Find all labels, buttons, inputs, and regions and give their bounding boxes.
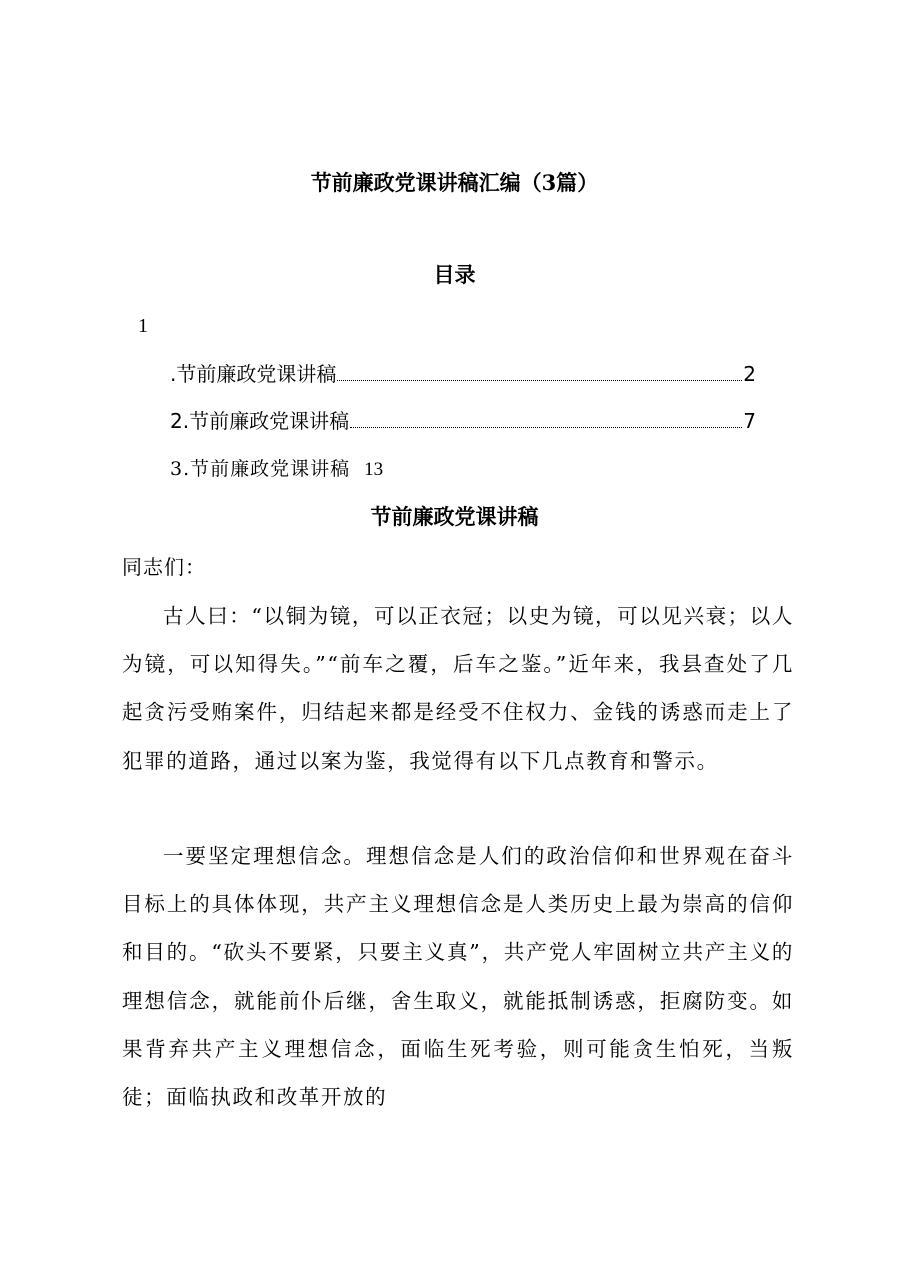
section-title: 节前廉政党课讲稿 [370, 504, 539, 529]
toc-entry-page: 7 [743, 409, 756, 433]
toc-entry-label: .节前廉政党课讲稿 [170, 362, 337, 386]
toc-leader-dots [350, 426, 742, 428]
body-paragraph: 一要坚定理想信念。理想信念是人们的政治信仰和世界观在奋斗目标上的具体体现，共产主义理想信念是人类历史上最为崇高的信仰和目的。“砍头不要紧，只要主义真”，共产党人牢固树立共产主义的理想信念，就能前仆后继，舍生取义，就能抵制诱惑，拒腐防变。如果背弃共产主义理想信念，面临生死考验，则可能贪生怕死，当叛徒；面临执政和改革开放的 [122, 844, 794, 1110]
document-title: 节前廉政党课讲稿汇编（3篇） [310, 170, 599, 195]
toc-heading: 目录 [433, 262, 476, 287]
greeting: 同志们： [122, 555, 206, 579]
toc-entry-label: 2.节前廉政党课讲稿 [170, 409, 350, 433]
toc-entry-1[interactable] [170, 361, 756, 387]
toc-number-line: 1 [138, 315, 148, 337]
toc-leader-dots [337, 379, 742, 381]
toc-entry-page: 13 [364, 459, 384, 480]
body-paragraph: 古人曰：“以铜为镜，可以正衣冠；以史为镜，可以见兴衰；以人为镜，可以知得失。”“前车之覆，后车之鉴。”近年来，我县查处了几起贪污受贿案件，归结起来都是经受不住权力、金钱的诱惑而走上了犯罪的道路，通过以案为鉴，我觉得有以下几点教育和警示。 [122, 604, 794, 773]
toc-entry-2[interactable] [170, 408, 756, 434]
toc-entry-page: 2 [743, 362, 756, 386]
toc-entry-label: 3.节前廉政党课讲稿 [170, 458, 351, 480]
toc-entry-3[interactable] [170, 456, 383, 483]
